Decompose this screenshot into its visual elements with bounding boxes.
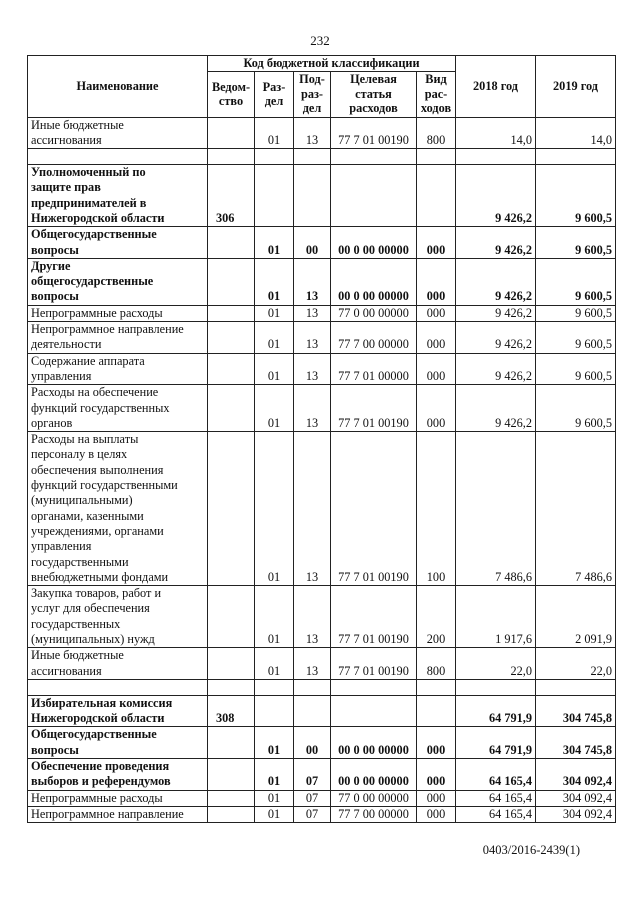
type-cell: 000 [417,727,456,759]
section-cell [255,165,294,227]
dept-cell [208,117,255,149]
type-cell: 100 [417,432,456,586]
table-row [28,695,616,727]
name-cell: Иные бюджетные ассигнования [28,648,208,680]
header-section: Раз- дел [255,71,294,117]
subsection-cell [294,165,331,227]
document-code: 0403/2016-2439(1) [482,843,580,857]
value-2019-cell: 304 092,4 [536,759,616,791]
target-cell: 77 7 01 00190 [331,385,417,432]
type-cell [417,165,456,227]
blank-row [28,679,616,695]
value-2018-cell: 9 426,2 [456,258,536,305]
value-2019-cell: 304 745,8 [536,727,616,759]
section-cell: 01 [255,806,294,822]
table-row [28,305,616,321]
value-2018-cell: 9 426,2 [456,165,536,227]
target-cell: 77 7 00 00000 [331,806,417,822]
subsection-cell: 07 [294,790,331,806]
subsection-cell: 00 [294,227,331,259]
dept-cell [208,353,255,385]
section-cell: 01 [255,305,294,321]
subsection-cell: 07 [294,806,331,822]
type-cell [417,695,456,727]
name-cell: Содержание аппарата управления [28,353,208,385]
value-2018-cell: 64 791,9 [456,695,536,727]
value-2019-cell [536,149,616,165]
type-cell: 000 [417,759,456,791]
target-cell: 77 7 01 00000 [331,353,417,385]
target-cell: 00 0 00 00000 [331,727,417,759]
value-2018-cell: 14,0 [456,117,536,149]
target-cell: 77 7 00 00000 [331,322,417,354]
dept-cell [208,149,255,165]
section-cell: 01 [255,727,294,759]
section-cell [255,679,294,695]
value-2018-cell [456,149,536,165]
dept-cell [208,258,255,305]
dept-cell [208,305,255,321]
name-cell: Закупка товаров, работ и услуг для обеспечения государственных (муниципальных) нужд [28,586,208,648]
target-cell: 00 0 00 00000 [331,759,417,791]
value-2018-cell: 22,0 [456,648,536,680]
table-row [28,586,616,648]
subsection-cell [294,679,331,695]
name-cell: Другие общегосударственные вопросы [28,258,208,305]
target-cell: 77 7 01 00190 [331,648,417,680]
value-2019-cell: 9 600,5 [536,165,616,227]
table-row [28,806,616,822]
subsection-cell: 13 [294,305,331,321]
section-cell: 01 [255,759,294,791]
dept-cell [208,679,255,695]
section-cell: 01 [255,258,294,305]
name-cell: Общегосударственные вопросы [28,727,208,759]
section-cell: 01 [255,385,294,432]
value-2018-cell: 64 165,4 [456,790,536,806]
dept-cell [208,432,255,586]
table-row [28,227,616,259]
section-cell: 01 [255,117,294,149]
name-cell: Непрограммное направление деятельности [28,322,208,354]
target-cell: 77 7 01 00190 [331,432,417,586]
section-cell [255,149,294,165]
type-cell: 000 [417,322,456,354]
value-2018-cell: 9 426,2 [456,322,536,354]
subsection-cell: 13 [294,258,331,305]
section-cell: 01 [255,432,294,586]
table-row [28,385,616,432]
value-2019-cell: 9 600,5 [536,322,616,354]
target-cell: 77 7 01 00190 [331,117,417,149]
value-2019-cell: 304 092,4 [536,790,616,806]
header-2018: 2018 год [456,56,536,118]
page-number: 232 [310,33,330,48]
subsection-cell [294,695,331,727]
header-name: Наименование [28,56,208,118]
dept-cell [208,227,255,259]
section-cell: 01 [255,648,294,680]
type-cell: 000 [417,806,456,822]
type-cell: 000 [417,305,456,321]
type-cell: 800 [417,648,456,680]
header-type: Вид рас- ходов [417,71,456,117]
subsection-cell: 00 [294,727,331,759]
header-target: Целевая статья расходов [331,71,417,117]
value-2018-cell [456,679,536,695]
subsection-cell: 13 [294,322,331,354]
type-cell [417,679,456,695]
section-cell: 01 [255,586,294,648]
dept-cell [208,385,255,432]
type-cell: 000 [417,353,456,385]
dept-cell [208,322,255,354]
value-2018-cell: 1 917,6 [456,586,536,648]
name-cell: Уполномоченный по защите прав предпринимателей в Нижегородской области [28,165,208,227]
name-cell [28,679,208,695]
header-code-group: Код бюджетной классификации [208,56,456,72]
value-2018-cell: 9 426,2 [456,385,536,432]
dept-cell: 306 [208,165,255,227]
value-2018-cell: 9 426,2 [456,353,536,385]
type-cell: 000 [417,258,456,305]
target-cell [331,695,417,727]
subsection-cell: 13 [294,117,331,149]
table-row [28,648,616,680]
value-2019-cell: 9 600,5 [536,385,616,432]
table-row [28,790,616,806]
name-cell: Непрограммные расходы [28,305,208,321]
target-cell [331,679,417,695]
value-2018-cell: 64 165,4 [456,806,536,822]
table-body [28,117,616,823]
target-cell: 00 0 00 00000 [331,227,417,259]
type-cell: 000 [417,227,456,259]
value-2019-cell: 304 092,4 [536,806,616,822]
table-row [28,165,616,227]
name-cell: Расходы на обеспечение функций государственных органов [28,385,208,432]
section-cell: 01 [255,322,294,354]
type-cell: 000 [417,385,456,432]
value-2019-cell [536,679,616,695]
section-cell: 01 [255,790,294,806]
table-row [28,432,616,586]
target-cell [331,165,417,227]
value-2018-cell: 7 486,6 [456,432,536,586]
subsection-cell: 13 [294,353,331,385]
name-cell: Общегосударственные вопросы [28,227,208,259]
name-cell [28,149,208,165]
target-cell: 00 0 00 00000 [331,258,417,305]
dept-cell [208,648,255,680]
value-2019-cell: 9 600,5 [536,305,616,321]
name-cell: Непрограммное направление [28,806,208,822]
value-2018-cell: 64 165,4 [456,759,536,791]
header-dept: Ведом- ство [208,71,255,117]
name-cell: Непрограммные расходы [28,790,208,806]
subsection-cell: 13 [294,586,331,648]
table-row [28,117,616,149]
header-subsection: Под- раз- дел [294,71,331,117]
blank-row [28,149,616,165]
value-2018-cell: 9 426,2 [456,305,536,321]
value-2019-cell: 9 600,5 [536,227,616,259]
subsection-cell: 13 [294,648,331,680]
name-cell: Обеспечение проведения выборов и референдумов [28,759,208,791]
value-2019-cell: 7 486,6 [536,432,616,586]
section-cell: 01 [255,353,294,385]
dept-cell: 308 [208,695,255,727]
dept-cell [208,727,255,759]
type-cell: 000 [417,790,456,806]
target-cell: 77 0 00 00000 [331,305,417,321]
subsection-cell: 13 [294,385,331,432]
value-2019-cell: 22,0 [536,648,616,680]
table-row [28,322,616,354]
table-row [28,727,616,759]
type-cell: 200 [417,586,456,648]
section-cell [255,695,294,727]
section-cell: 01 [255,227,294,259]
dept-cell [208,790,255,806]
value-2018-cell: 64 791,9 [456,727,536,759]
dept-cell [208,586,255,648]
header-2019: 2019 год [536,56,616,118]
table-row [28,258,616,305]
name-cell: Избирательная комиссия Нижегородской области [28,695,208,727]
dept-cell [208,806,255,822]
target-cell [331,149,417,165]
table-row [28,353,616,385]
dept-cell [208,759,255,791]
subsection-cell: 13 [294,432,331,586]
name-cell: Иные бюджетные ассигнования [28,117,208,149]
target-cell: 77 0 00 00000 [331,790,417,806]
type-cell: 800 [417,117,456,149]
budget-table [27,55,616,823]
value-2018-cell: 9 426,2 [456,227,536,259]
name-cell: Расходы на выплаты персоналу в целях обеспечения выполнения функций государственными (муниципальными) органами, казенными учреждениями, органами управления государственными внебюджетными фондами [28,432,208,586]
value-2019-cell: 304 745,8 [536,695,616,727]
table-row [28,759,616,791]
subsection-cell: 07 [294,759,331,791]
target-cell: 77 7 01 00190 [331,586,417,648]
value-2019-cell: 9 600,5 [536,353,616,385]
subsection-cell [294,149,331,165]
value-2019-cell: 9 600,5 [536,258,616,305]
value-2019-cell: 14,0 [536,117,616,149]
type-cell [417,149,456,165]
value-2019-cell: 2 091,9 [536,586,616,648]
